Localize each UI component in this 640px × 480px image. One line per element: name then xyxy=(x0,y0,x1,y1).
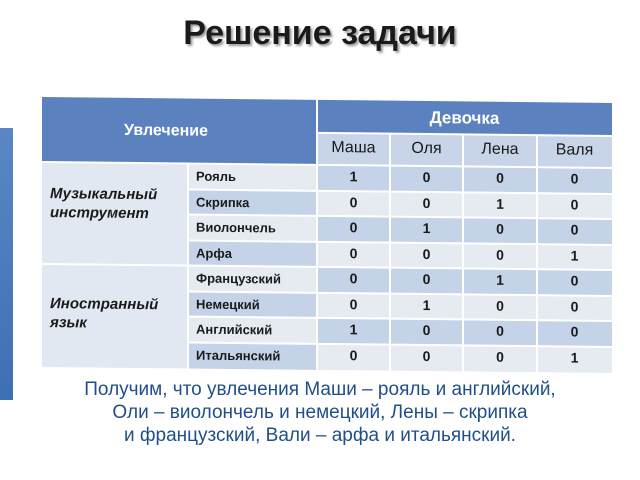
cell-english-olya: 0 xyxy=(390,319,463,346)
conclusion-text xyxy=(20,378,620,447)
cell-german-masha: 0 xyxy=(317,293,390,319)
cell-piano-olya: 0 xyxy=(390,166,463,193)
slide-title: Решение задачи xyxy=(183,14,457,52)
cell-english-lena: 0 xyxy=(463,319,537,346)
cell-cello-olya: 1 xyxy=(390,217,463,244)
cell-cello-lena: 0 xyxy=(463,217,537,244)
cell-italian-masha: 0 xyxy=(317,344,390,371)
cell-italian-valya: 1 xyxy=(537,346,612,373)
row-label-harp: Арфа xyxy=(188,241,317,267)
hobby-header: Увлечение xyxy=(42,97,317,165)
conclusion-line-1: Получим, что увлечения Маши – рояль и английский, xyxy=(84,379,556,400)
row-label-italian: Итальянский xyxy=(188,343,317,370)
row-label-violin: Скрипка xyxy=(188,190,317,216)
row-label-german: Немецкий xyxy=(188,292,317,318)
grid-line-v3 xyxy=(389,134,391,371)
name-header-valya: Валя xyxy=(537,135,612,168)
conclusion-line-3: и французский, Вали – арфа и итальянский. xyxy=(124,425,516,446)
cell-harp-lena: 0 xyxy=(463,243,537,269)
cell-piano-valya: 0 xyxy=(537,167,612,194)
cell-italian-lena: 0 xyxy=(463,345,537,372)
cell-french-lena: 1 xyxy=(463,268,537,295)
cell-harp-olya: 0 xyxy=(390,243,463,269)
cell-english-valya: 0 xyxy=(537,320,612,347)
name-header-masha: Маша xyxy=(317,133,390,166)
row-label-cello: Виолончель xyxy=(188,215,317,242)
girl-header: Девочка xyxy=(317,100,612,136)
grid-line-v5 xyxy=(536,135,538,372)
cell-violin-lena: 1 xyxy=(463,192,537,218)
grid-line-v4 xyxy=(462,134,464,371)
hobby-table xyxy=(42,97,612,373)
cell-violin-masha: 0 xyxy=(317,191,390,217)
cell-german-lena: 0 xyxy=(463,294,537,320)
cell-english-masha: 1 xyxy=(317,318,390,345)
cell-italian-olya: 0 xyxy=(390,345,463,372)
grid-line-v2 xyxy=(316,100,318,370)
cell-german-olya: 1 xyxy=(390,294,463,320)
cell-violin-olya: 0 xyxy=(390,192,463,218)
name-header-lena: Лена xyxy=(463,134,537,167)
cell-violin-valya: 0 xyxy=(537,193,612,219)
cell-harp-masha: 0 xyxy=(317,242,390,268)
name-header-olya: Оля xyxy=(390,134,463,167)
row-label-english: Английский xyxy=(188,317,317,344)
cell-french-valya: 0 xyxy=(537,269,612,296)
conclusion-line-2: Оли – виолончель и немецкий, Лены – скрипка xyxy=(112,402,528,423)
cell-piano-masha: 1 xyxy=(317,165,390,192)
left-accent-bar xyxy=(0,128,13,400)
cell-piano-lena: 0 xyxy=(463,166,537,193)
row-label-french: Французский xyxy=(188,266,317,293)
cell-french-masha: 0 xyxy=(317,267,390,294)
cell-cello-valya: 0 xyxy=(537,218,612,245)
group-music: Музыкальный инструмент xyxy=(42,162,188,266)
cell-french-olya: 0 xyxy=(390,268,463,295)
row-label-piano: Рояль xyxy=(188,164,317,191)
cell-german-valya: 0 xyxy=(537,295,612,321)
cell-harp-valya: 1 xyxy=(537,244,612,270)
cell-cello-masha: 0 xyxy=(317,216,390,243)
group-language: Иностранный язык xyxy=(42,264,188,369)
